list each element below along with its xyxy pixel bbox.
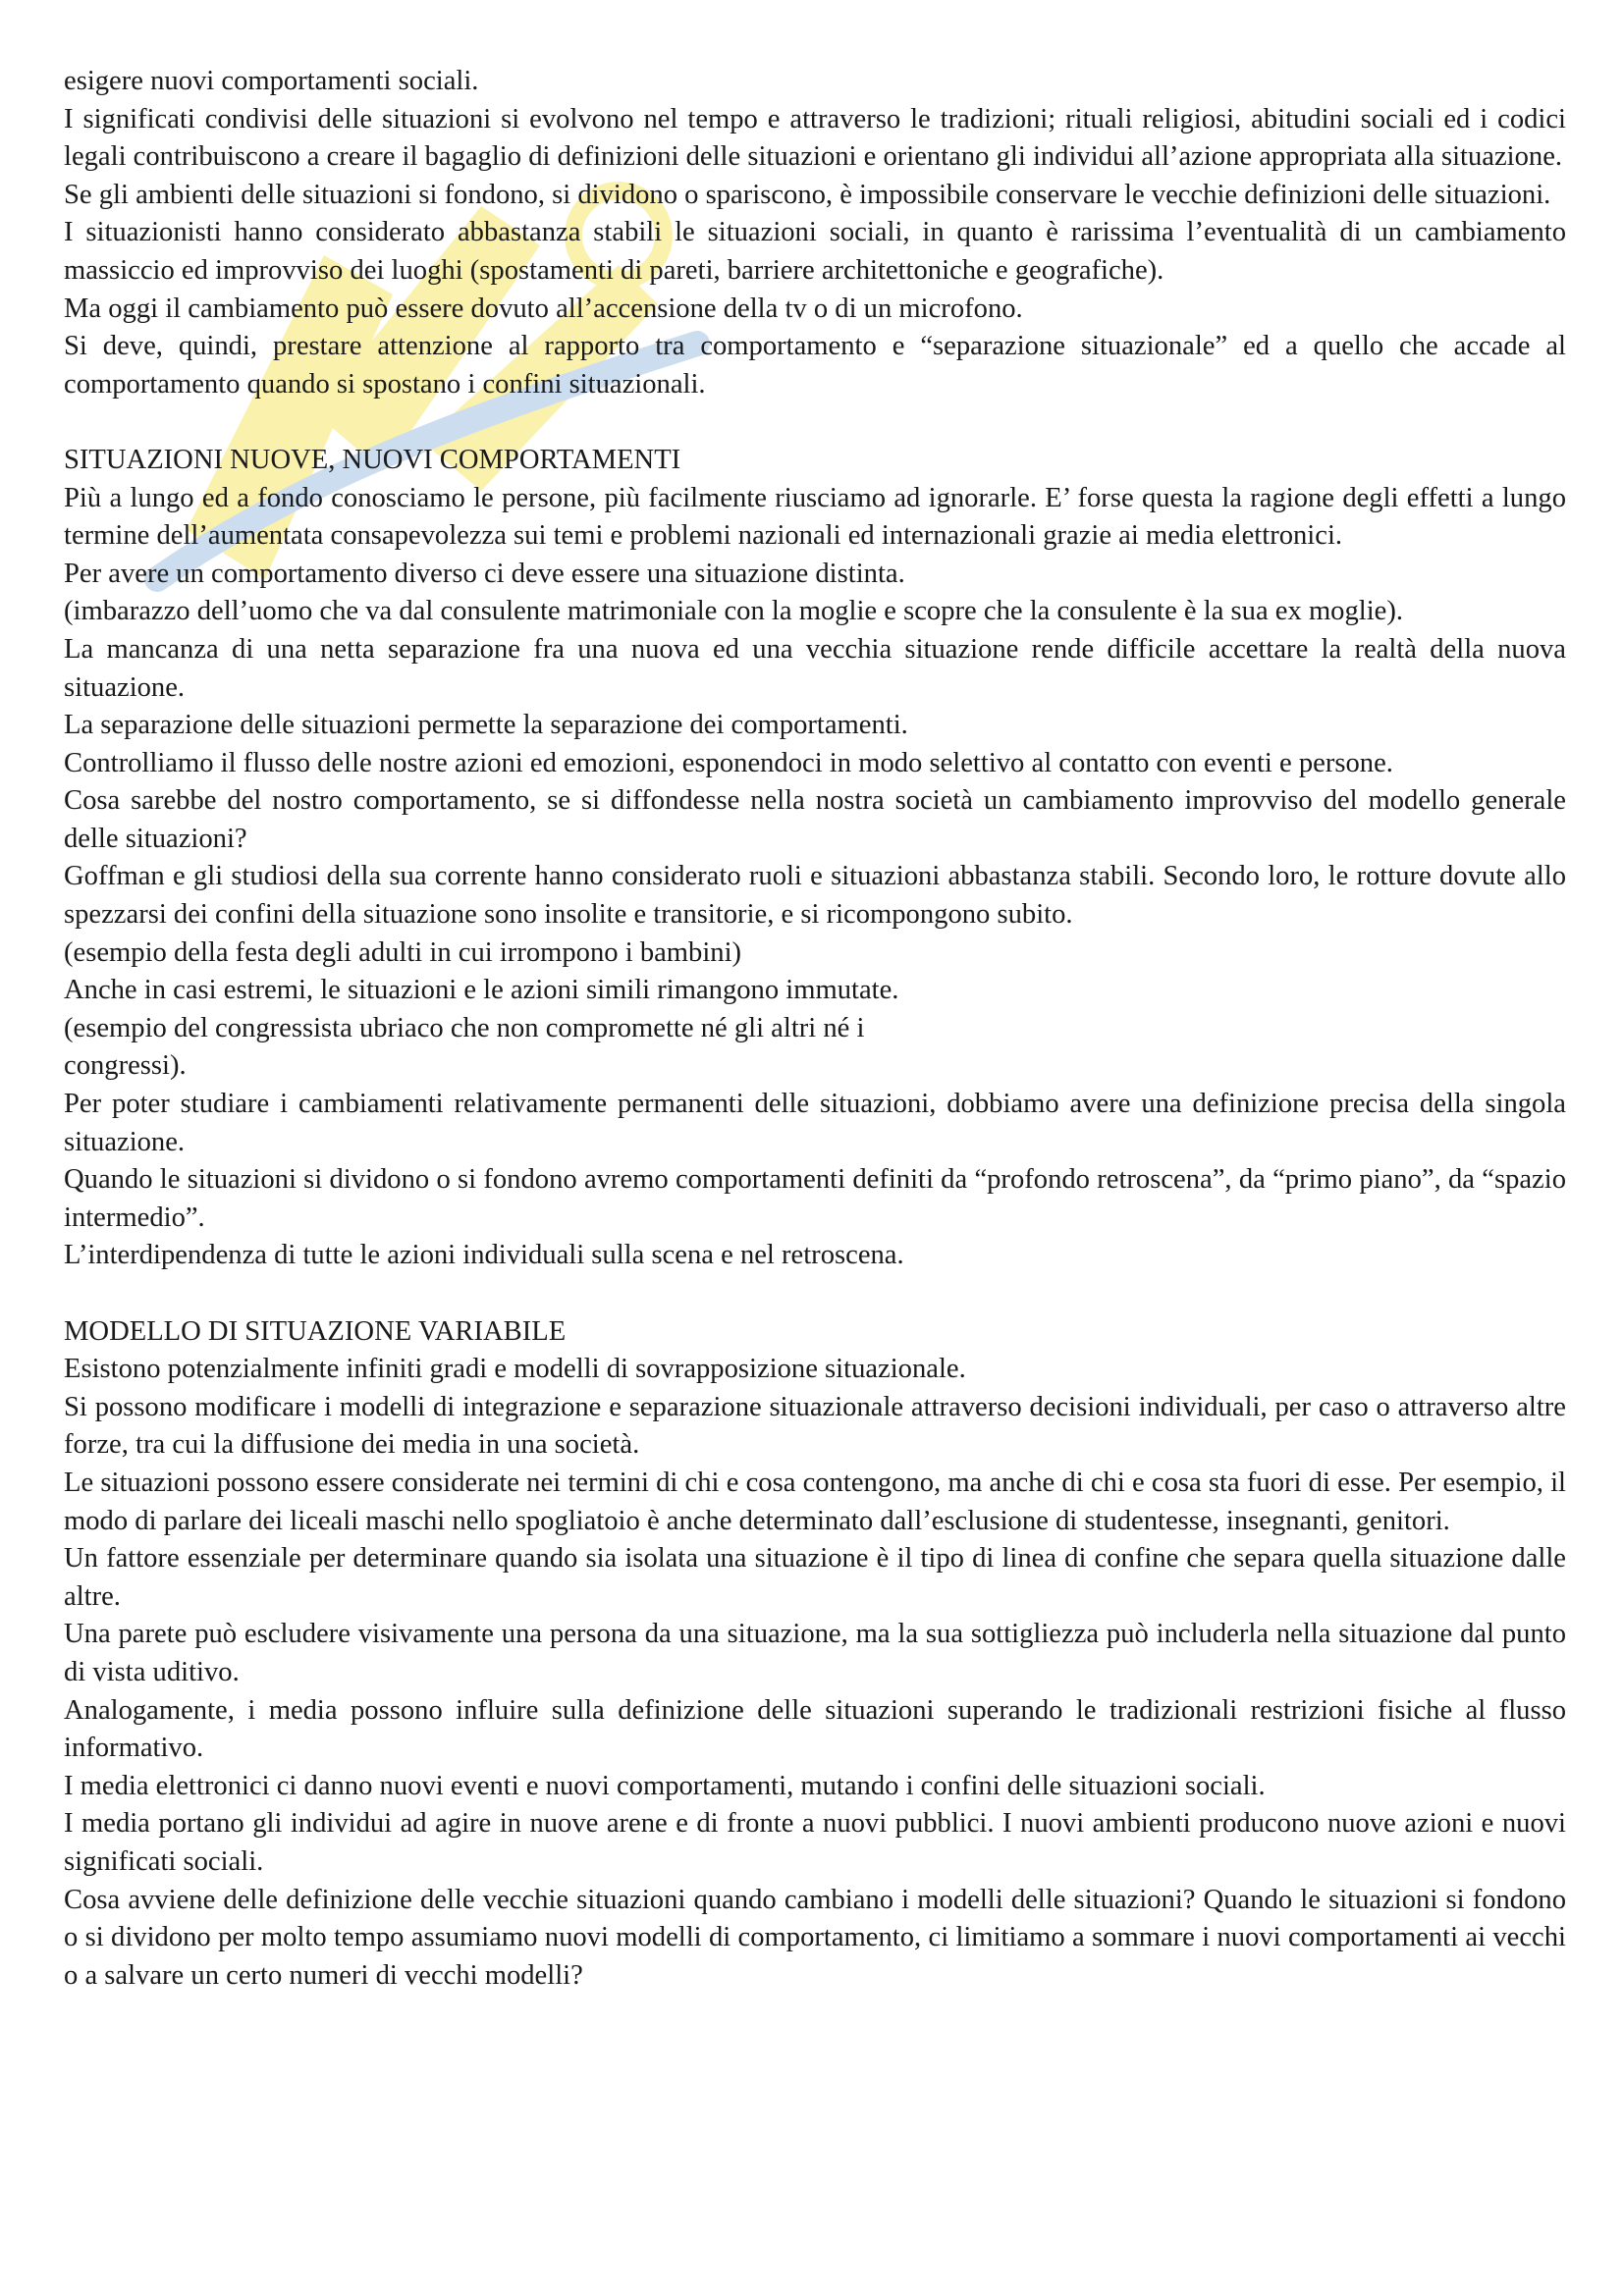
paragraph: Una parete può escludere visivamente una persona da una situazione, ma la sua sottigliezza può includerla nella situazione dal punto di vista uditivo. [64, 1619, 1566, 1687]
paragraph: Per avere un comportamento diverso ci deve essere una situazione distinta. [64, 558, 905, 589]
paragraph: Un fattore essenziale per determinare quando sia isolata una situazione è il tipo di linea di confine che separa quella situazione dalle altre. [64, 1543, 1566, 1612]
paragraph: Ma oggi il cambiamento può essere dovuto all’accensione della tv o di un microfono. [64, 293, 1023, 324]
paragraph: congressi). [64, 1050, 187, 1082]
paragraph: Le situazioni possono essere considerate nei termini di chi e cosa contengono, ma anche di chi e cosa sta fuori di esse. Per esempio, il modo di parlare dei liceali maschi nello spogliatoio è anche determinato dall’esclusione di studentesse, insegnanti, genitori. [64, 1467, 1566, 1536]
section-heading: SITUAZIONI NUOVE, NUOVI COMPORTAMENTI [64, 444, 681, 475]
paragraph: Quando le situazioni si dividono o si fondono avremo comportamenti definiti da “profondo retroscena”, da “primo piano”, da “spazio intermedio”. [64, 1164, 1566, 1233]
paragraph: Cosa avviene delle definizione delle vecchie situazioni quando cambiano i modelli delle situazioni? Quando le situazioni si fondono o si dividono per molto tempo assumiamo nuovi modelli di comportamento, ci limitiamo a sommare i nuovi comportamenti ai vecchi o a salvare un certo numeri di vecchi modelli? [64, 1884, 1566, 1991]
section-situazioni-nuove [64, 442, 1566, 1275]
paragraph: La separazione delle situazioni permette la separazione dei comportamenti. [64, 710, 908, 741]
paragraph: (esempio del congressista ubriaco che non compromette né gli altri né i [64, 1012, 865, 1043]
paragraph: esigere nuovi comportamenti sociali. [64, 66, 479, 96]
paragraph: (imbarazzo dell’uomo che va dal consulente matrimoniale con la moglie e scopre che la consulente è la sua ex moglie). [64, 596, 1404, 627]
paragraph: Si possono modificare i modelli di integrazione e separazione situazionale attraverso decisioni individuali, per caso o attraverso altre forze, tra cui la diffusione dei media in una società. [64, 1391, 1566, 1461]
paragraph: Cosa sarebbe del nostro comportamento, se si diffondesse nella nostra società un cambiamento improvviso del modello generale delle situazioni? [64, 785, 1566, 854]
paragraph: I media portano gli individui ad agire in nuove arene e di fronte a nuovi pubblici. I nuovi ambienti producono nuove azioni e nuovi significati sociali. [64, 1808, 1566, 1877]
paragraph: Analogamente, i media possono influire sulla definizione delle situazioni superando le tradizionali restrizioni fisiche al flusso informativo. [64, 1694, 1566, 1764]
paragraph: I situazionisti hanno considerato abbastanza stabili le situazioni sociali, in quanto è rarissima l’eventualità di un cambiamento massiccio ed improvviso dei luoghi (spostamenti di pareti, barriere architettoniche e geografiche). [64, 217, 1566, 286]
paragraph: Goffman e gli studiosi della sua corrente hanno considerato ruoli e situazioni abbastanza stabili. Secondo loro, le rotture dovute allo spezzarsi dei confini della situazione sono insolite e transitorie, e si ricompongono subito. [64, 861, 1566, 931]
section-heading: MODELLO DI SITUAZIONE VARIABILE [64, 1315, 567, 1347]
paragraph: I media elettronici ci danno nuovi eventi e nuovi comportamenti, mutando i confini delle situazioni sociali. [64, 1770, 1266, 1801]
paragraph: (esempio della festa degli adulti in cui irrompono i bambini) [64, 936, 742, 968]
section-modello-situazione [64, 1313, 1566, 1996]
paragraph: Controlliamo il flusso delle nostre azioni ed emozioni, esponendoci in modo selettivo al contatto con eventi e persone. [64, 747, 1393, 778]
paragraph: Si deve, quindi, prestare attenzione al rapporto tra comportamento e “separazione situazionale” ed a quello che accade al comportamento quando si spostano i confini situazionali. [64, 331, 1566, 400]
paragraph: Anche in casi estremi, le situazioni e le azioni simili rimangono immutate. [64, 975, 899, 1006]
paragraph: Esistono potenzialmente infiniti gradi e modelli di sovrapposizione situazionale. [64, 1354, 966, 1385]
paragraph: I significati condivisi delle situazioni si evolvono nel tempo e attraverso le tradizioni; rituali religiosi, abitudini sociali ed i codici legali contribuiscono a creare il bagaglio di definizioni delle situazioni e orientano gli individui all’azione appropriata alla situazione. [64, 103, 1566, 173]
paragraph: Per poter studiare i cambiamenti relativamente permanenti delle situazioni, dobbiamo avere una definizione precisa della singola situazione. [64, 1089, 1566, 1157]
paragraph: Se gli ambienti delle situazioni si fondono, si dividono o spariscono, è impossibile conservare le vecchie definizioni delle situazioni. [64, 179, 1551, 210]
paragraph: Più a lungo ed a fondo conosciamo le persone, più facilmente riusciamo ad ignorarle. E’ forse questa la ragione degli effetti a lungo termine dell’aumentata consapevolezza sui temi e problemi nazionali ed internazionali grazie ai media elettronici. [64, 482, 1566, 552]
document-page [64, 63, 1566, 1995]
paragraph: La mancanza di una netta separazione fra una nuova ed una vecchia situazione rende difficile accettare la realtà della nuova situazione. [64, 633, 1566, 703]
section-intro [64, 63, 1566, 403]
paragraph: L’interdipendenza di tutte le azioni individuali sulla scena e nel retroscena. [64, 1240, 904, 1271]
